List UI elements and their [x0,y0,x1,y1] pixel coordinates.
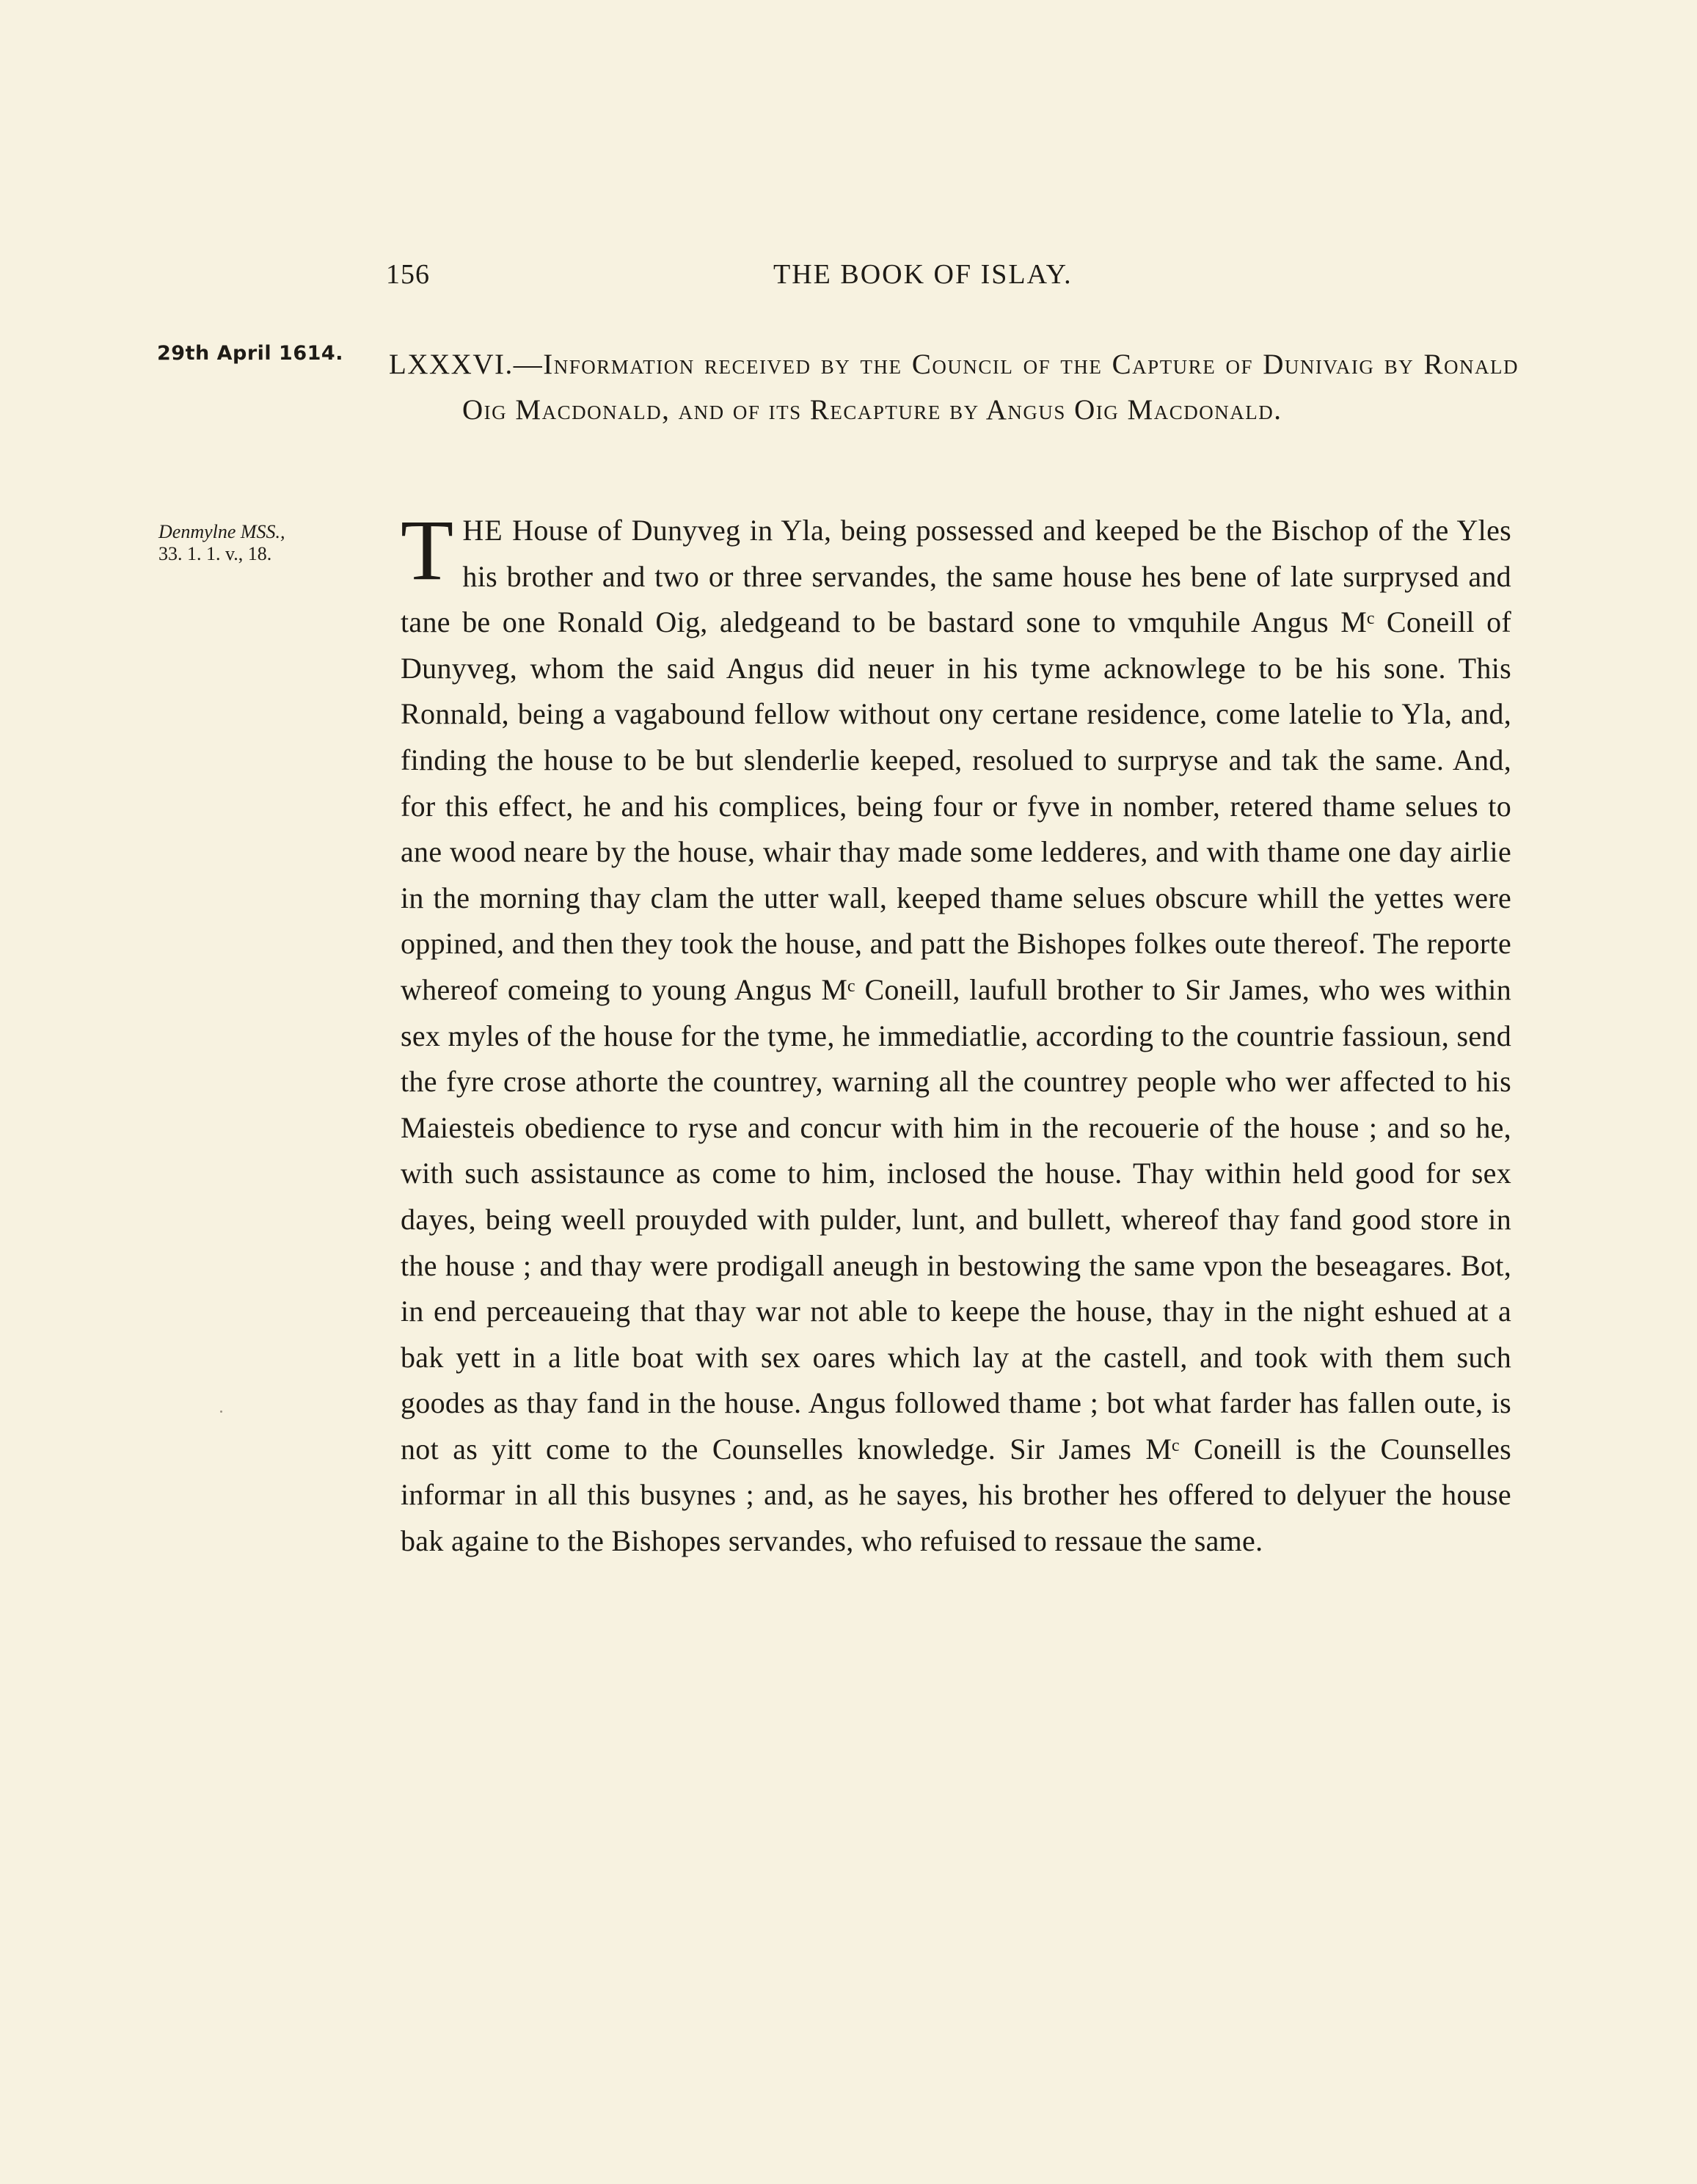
margin-source-note [158,521,349,565]
page-speck [220,1410,222,1413]
source-reference: 33. 1. 1. v., 18. [158,543,272,564]
body-paragraph [401,502,1511,1565]
source-manuscript: Denmylne MSS., [158,521,285,542]
body-text: House of Dunyveg in Yla, being possessed and keeped be the Bischop of the Yles his brother and two or three servandes, the same house hes bene of late surprysed and tane be one Ronald Oig, aledgeand to be bastard sone to vmquhile Angus Mᶜ Coneill of Dunyveg, whom the said Angus did neuer in his tyme acknowlege to be his sone. This Ronnald, being a vagabound fellow without ony certane residence, come latelie to Yla, and, finding the house to be but slenderlie keeped, resolued to surpryse and tak the same. And, for this effect, he and his complices, being four or fyve in nomber, retered thame selues to ane wood neare by the house, whair thay made some ledderes, and with thame one day airlie in the morning thay clam the utter wall, keeped thame selues obscure whill the yettes were oppined, and then they took the house, and patt the Bishopes folkes oute thereof. The reporte whereof comeing to young Angus Mᶜ Coneill, laufull brother to Sir James, who wes within sex myles of the house for the tyme, he immediatlie, according to the countrie fassioun, send the fyre crose athorte the countrey, warning all the countrey people who wer affected to his Maiesteis obedience to ryse and concur with him in the recouerie of the house ; and so he, with such assistaunce as come to him, inclosed the house. Thay within held good for sex dayes, being weell prouyded with pulder, lunt, and bullett, whereof thay fand good store in the house ; and thay were prodigall aneugh in bestowing the same vpon the beseagares. Bot, in end perceaueing that thay war not able to keepe the house, thay in the night eshued at a bak yett in a litle boat with sex oares which lay at the castell, and took with them such goodes as thay fand in the house. Angus followed thame ; bot what farder has fallen oute, is not as yitt come to the Counselles knowledge. Sir James Mᶜ Coneill is the Counselles informar in all this busynes ; and, as he sayes, his brother hes offered to delyuer the house bak againe to the Bishopes servandes, who refuised to ressaue the same. [401,514,1511,1558]
document-heading: LXXXVI.—Information received by the Council of the Capture of Dunivaig by Ronald Oig Macdonald, and of its Recapture by Angus Oig Macdonald. [389,349,1519,426]
margin-date: 29th April 1614. [157,342,343,365]
book-title: THE BOOK OF ISLAY. [773,259,1073,290]
drop-cap: T [401,502,454,598]
running-head [386,258,1514,299]
page-number: 156 [386,259,430,290]
lead-caps: HE [462,514,503,547]
